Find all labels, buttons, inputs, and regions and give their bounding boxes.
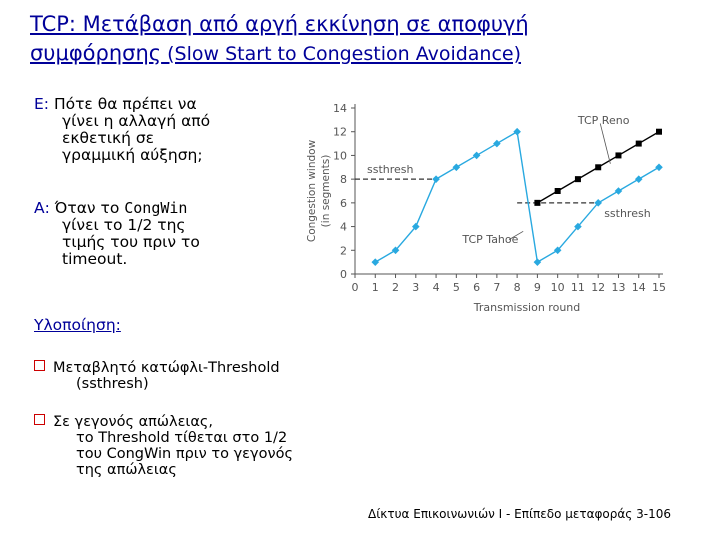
x-tick-label: 2 [392, 281, 400, 294]
x-tick-label: 12 [591, 281, 606, 294]
x-axis-label: Transmission round [473, 301, 581, 314]
y-axis-label: Congestion window [306, 139, 318, 243]
series-label-tcp-tahoe: TCP Tahoe [462, 233, 519, 247]
bullet-line: (ssthresh) [76, 376, 149, 392]
data-point [615, 187, 623, 195]
answer-tag: Α: [34, 199, 50, 217]
bullet-line: το Threshold τίθεται στο 1/2 [76, 430, 288, 446]
bullet-line: της απώλειας [76, 462, 177, 478]
series-label-tcp-reno: TCP Reno [577, 113, 630, 127]
x-tick-label: 0 [351, 281, 359, 294]
answer-line: τιμής του πριν το [62, 233, 200, 251]
question-line: γίνει η αλλαγή από [62, 112, 211, 130]
data-point [656, 129, 662, 135]
x-tick-label: 6 [473, 281, 481, 294]
answer-line-pre: Όταν το [54, 199, 125, 217]
data-point [636, 141, 642, 147]
y-tick-label: 14 [333, 102, 347, 115]
title-line-2 [30, 39, 710, 69]
y-tick-label: 4 [340, 220, 347, 234]
y-tick-label: 8 [340, 173, 347, 187]
ssthresh-label: ssthresh [367, 163, 414, 177]
data-point [534, 200, 540, 206]
x-tick-label: 7 [493, 281, 501, 294]
y-tick-label: 10 [333, 149, 347, 163]
data-point [595, 164, 601, 170]
data-point [555, 188, 561, 194]
x-tick-label: 13 [611, 281, 626, 294]
data-point [432, 175, 440, 183]
answer-block [34, 200, 274, 268]
slide-footer: Δίκτυα Επικοινωνιών Ι - Επίπεδο μεταφοράς 3-106 [368, 507, 671, 521]
x-tick-label: 15 [652, 281, 666, 294]
question-tag: Ε: [34, 95, 50, 113]
answer-code: CongWin [124, 199, 188, 217]
answer-line: timeout. [62, 250, 128, 268]
answer-line: γίνει το 1/2 της [62, 216, 186, 234]
y-tick-label: 2 [340, 244, 347, 258]
question-line: Πότε θα πρέπει να [53, 95, 197, 113]
bullet-box-icon [34, 360, 45, 371]
series-label-leader [600, 123, 610, 163]
x-tick-label: 8 [513, 281, 521, 294]
congestion-window-chart [295, 96, 675, 318]
x-tick-label: 11 [570, 281, 585, 294]
y-tick-label: 0 [340, 268, 347, 281]
data-point [493, 140, 501, 148]
question-line: εκθετική σε [62, 129, 155, 147]
data-point [513, 128, 521, 136]
x-tick-label: 10 [550, 281, 565, 294]
bullet-item [34, 414, 354, 478]
data-point [635, 175, 643, 183]
title-line-1: TCP: Μετάβαση από αργή εκκίνηση σε αποφυγή [30, 12, 529, 36]
x-tick-label: 3 [412, 281, 420, 294]
y-tick-label: 12 [333, 125, 347, 139]
bullet-item [34, 360, 354, 392]
title-english-part: (Slow Start to Congestion Avoidance) [161, 43, 522, 65]
data-point [371, 258, 379, 266]
title-greek-part: συμφόρησης [30, 41, 162, 65]
implementation-heading: Υλοποίηση: [34, 316, 121, 334]
bullet-box-icon [34, 414, 45, 425]
data-point [473, 152, 481, 160]
data-point [615, 152, 621, 158]
bullet-line: Μεταβλητό κατώφλι-Threshold [53, 360, 280, 376]
data-point [453, 163, 461, 171]
x-tick-label: 4 [432, 281, 440, 294]
y-axis-label-unit: (in segments) [320, 154, 332, 228]
bullet-line: του CongWin πριν το γεγονός [76, 446, 293, 462]
y-tick-label: 6 [340, 196, 347, 210]
question-block [34, 96, 274, 164]
question-line: γραμμική αύξηση; [62, 146, 203, 164]
bullet-line: Σε γεγονός απώλειας, [53, 414, 214, 430]
data-point [655, 163, 663, 171]
x-tick-label: 1 [371, 281, 379, 294]
data-point [534, 258, 542, 266]
ssthresh-label: ssthresh [604, 206, 651, 220]
x-tick-label: 9 [533, 281, 541, 294]
slide-title [30, 10, 710, 69]
x-tick-label: 5 [452, 281, 460, 294]
x-tick-label: 14 [631, 281, 646, 294]
data-point [575, 176, 581, 182]
